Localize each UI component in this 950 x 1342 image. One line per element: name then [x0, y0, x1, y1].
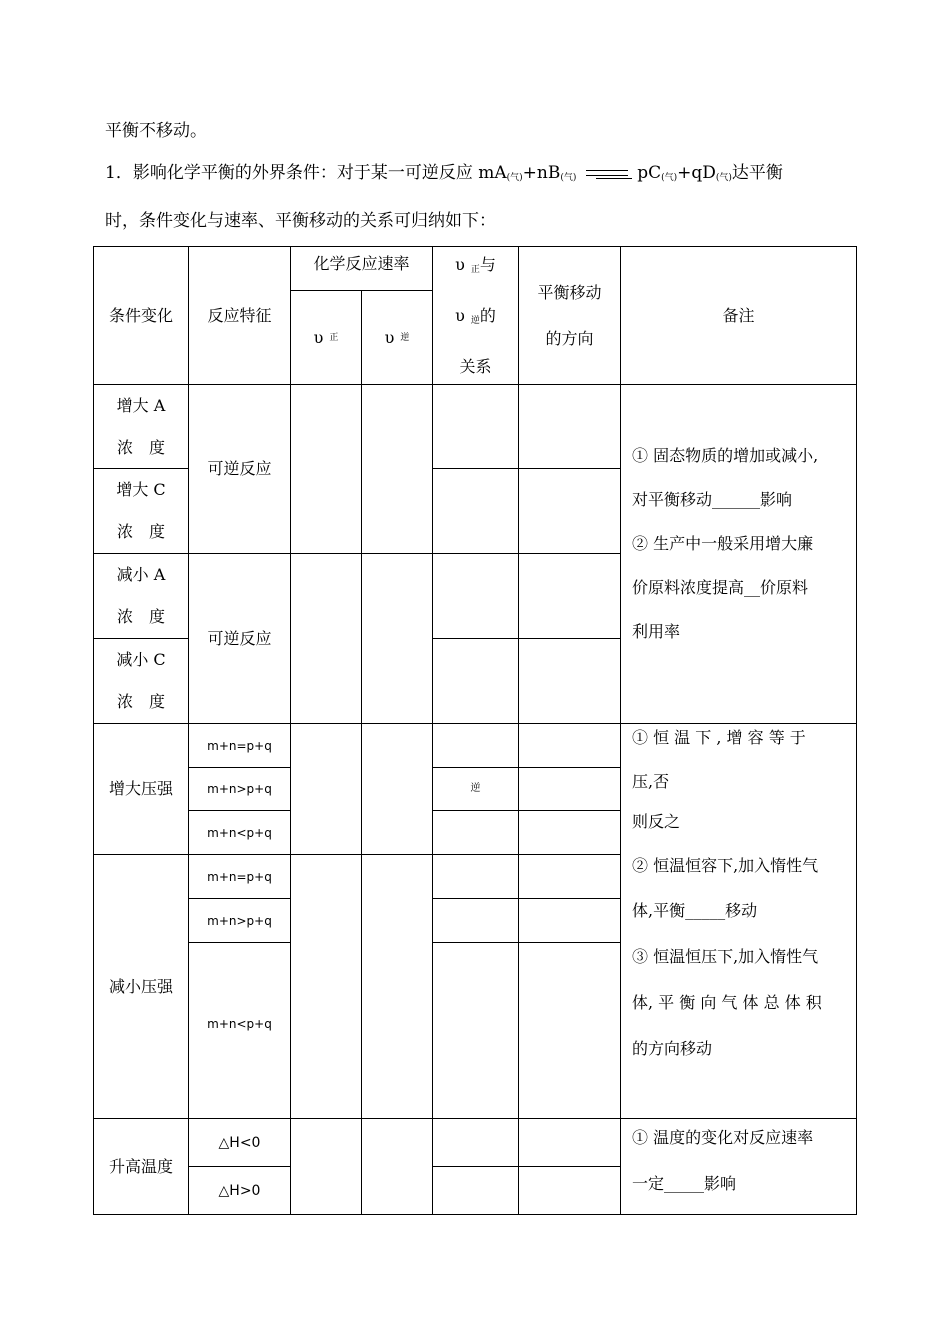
- intro-line-2: 时，条件变化与速率、平衡移动的关系可归纳如下：: [105, 211, 496, 231]
- temperature-notes: ① 温度的变化对反应速率 一定_____影响: [632, 1128, 814, 1193]
- pressure-feature: m+n<p+q: [207, 1016, 272, 1031]
- pressure-feature: m+n>p+q: [207, 913, 272, 928]
- reversible-label-1: 可逆反应: [207, 459, 272, 478]
- pressure-feature: m+n=p+q: [207, 738, 272, 753]
- pressure-feature: m+n<p+q: [207, 825, 272, 840]
- state-b: (气): [560, 173, 577, 183]
- state-a: (气): [506, 173, 523, 183]
- reversible-label-2: 可逆反应: [207, 628, 272, 648]
- pressure-feature: m+n=p+q: [207, 869, 272, 884]
- conc-row-decrease-a: 减小 A 浓 度: [116, 565, 166, 626]
- header-rate: 化学反应速率: [313, 254, 410, 273]
- header-condition: 条件变化: [108, 305, 173, 325]
- header-direction: 平衡移动 的方向: [537, 282, 602, 348]
- increase-pressure-label: 增大压强: [108, 779, 173, 798]
- reverse-mark: 逆: [470, 783, 481, 794]
- conc-row-increase-c: 增大 C 浓 度: [116, 480, 166, 541]
- header-v-forward: υ 正: [313, 327, 339, 347]
- header-feature: 反应特征: [207, 305, 272, 325]
- temp-feature: △H>0: [218, 1182, 261, 1199]
- raise-temp-label: 升高温度: [108, 1156, 173, 1176]
- reaction-prefix: 1．影响化学平衡的外界条件：对于某一可逆反应 mA: [105, 163, 507, 183]
- concentration-notes: ① 固态物质的增加或减小, 对平衡移动______影响 ② 生产中一般采用增大廉 价原料浓度提高__价原料 利用率: [632, 446, 819, 641]
- conc-row-decrease-c: 减小 C 浓 度: [116, 650, 166, 711]
- decrease-pressure-label: 减小压强: [108, 976, 173, 996]
- reaction-suffix: 达平衡: [731, 163, 783, 183]
- conc-row-increase-a: 增大 A 浓 度: [116, 395, 166, 457]
- temp-feature: △H<0: [218, 1134, 261, 1151]
- header-notes: 备注: [722, 305, 755, 325]
- pressure-notes: ① 恒 温 下 , 增 容 等 于 压,否 则反之 ② 恒温恒容下,加入惰性气 体,平衡_____移动 ③ 恒温恒压下,加入惰性气 体, 平 衡 向 气 体 总 体 积 的方向移动: [632, 728, 822, 1058]
- product-d: +qD: [677, 163, 716, 183]
- reactant-b: +nB: [522, 163, 561, 183]
- pressure-feature: m+n>p+q: [207, 782, 272, 796]
- header-v-reverse: υ 逆: [384, 327, 410, 347]
- header-relation: υ $_正$与 υ $_逆$的 关系: [455, 254, 496, 376]
- state-c: (气): [661, 173, 678, 183]
- intro-line-0: 平衡不移动。: [105, 121, 207, 141]
- state-d: (气): [715, 173, 732, 183]
- product-c: pC: [637, 163, 662, 183]
